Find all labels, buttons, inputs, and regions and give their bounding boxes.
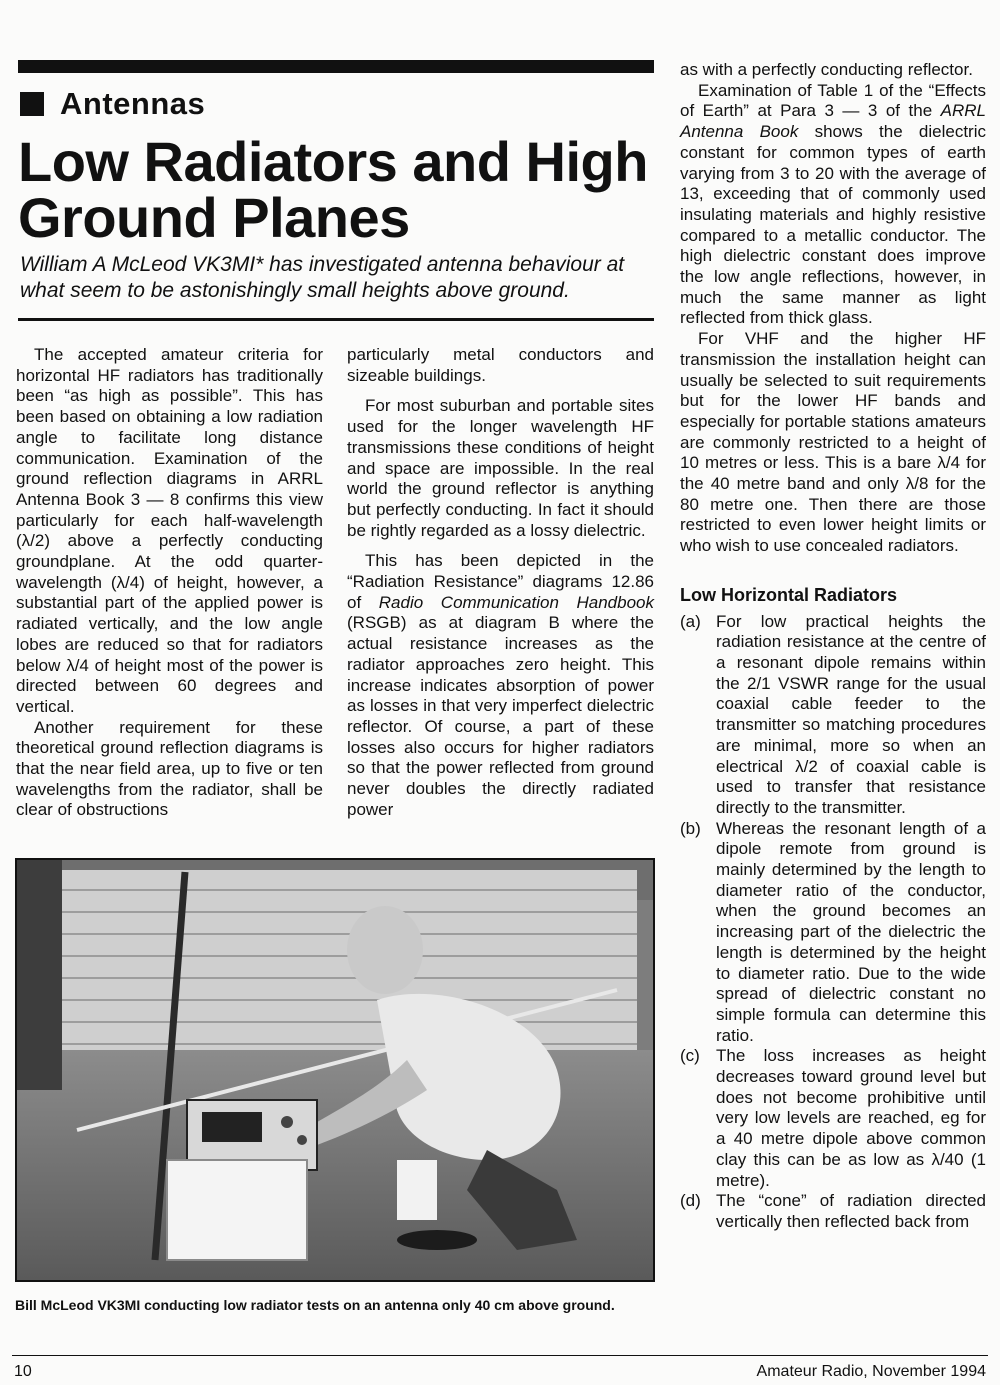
book-title: ARRL Antenna Book <box>680 101 986 142</box>
photo-caption: Bill McLeod VK3MI conducting low radiator tests on an antenna only 40 cm above ground. <box>15 1297 615 1313</box>
column-1 <box>16 345 323 821</box>
paragraph: as with a perfectly conducting reflector. <box>680 60 973 79</box>
section-square-icon <box>20 92 44 116</box>
list-text: The “cone” of radiation directed vertically then reflected back from <box>716 1191 986 1231</box>
list-label: (a) <box>680 611 701 631</box>
paragraph <box>680 81 986 329</box>
book-title: Radio Communication Handbook <box>378 592 654 612</box>
list-label: (c) <box>680 1046 700 1066</box>
paragraph-text: (RSGB) as at diagram B where the actual resistance increases as the radiator approaches zero height. This increase indicates absorption of power as losses in that very imperfect dielectric reflector. Of course, a part of these losses also occurs for higher radiators so that the power reflected from ground never doubles the directly radiated power <box>347 613 654 819</box>
journal-issue: Amateur Radio, November 1994 <box>756 1363 986 1380</box>
subheading: Low Horizontal Radiators <box>680 584 898 605</box>
section-label-text: Antennas <box>60 86 206 121</box>
paragraph: The accepted amateur criteria for horizontal HF radiators has traditionally been “as high as possible”. This has been based on obtaining a low radiation angle to facilitate long distance communication. Examination of the ground reflection diagrams in ARRL Antenna Book 3 — 8 confirms this view particularly for each half-wavelength (λ/2) above a perfectly conducting groundplane. At the odd quarter-wavelength (λ/4) of height, however, a substantial part of the applied power is radiated vertically, and the low angle lobes are reduced so that for radiators below λ/4 of height most of the power is directed between 60 degrees and vertical. <box>16 345 323 716</box>
paragraph <box>347 551 654 820</box>
paragraph: particularly metal conductors and sizeable buildings. <box>347 345 654 385</box>
paragraph-text: shows the dielectric constant for common types of earth varying from 3 to 20 with the average of 13, exceeding that of commonly used insulating materials and highly resistive compared to a metallic conductor. The high dielectric constant does improve the low angle reflections, however, in much the same manner as light reflected from thick glass. <box>680 122 986 328</box>
section-label <box>20 86 205 122</box>
shrub <box>17 860 62 1090</box>
list-label: (b) <box>680 818 701 838</box>
test-equipment <box>167 1100 317 1260</box>
list-label: (d) <box>680 1191 701 1211</box>
list-item <box>680 1046 986 1191</box>
article-title: Low Radiators and High Ground Planes <box>18 130 648 249</box>
article-photo <box>15 858 655 1282</box>
list-text: Whereas the resonant length of a dipole remote from ground is mainly determined by the length to diameter ratio of the conductor, when the ground becomes an increasing part of the dielectric the length is determined by the height to diameter ratio. Due to the wide spread of dielectric constant no simple formula can determine this ratio. <box>716 818 986 1045</box>
paragraph: Another requirement for these theoretical ground reflection diagrams is that the near field area, up to five or ten wavelengths from the radiator, shall be clear of obstructions <box>16 717 323 820</box>
numbered-list <box>680 612 986 1233</box>
column-3 <box>680 60 986 1233</box>
paragraph: For VHF and the higher HF transmission the installation height can usually be selected to suit requirements but for the lower HF bands and especially for portable stations amateurs are commonly restricted to a height of 10 metres or less. This is a bare λ/4 for the 40 metre band and only λ/8 for the 80 metre one. Then there are those restricted to even lower height limits or who wish to use concealed radiators. <box>680 329 986 556</box>
list-text: The loss increases as height decreases toward ground level but does not become prohibitive until very low levels are reached, eg for a 40 metre dipole above common clay this can be as low as λ/40 (1 metre). <box>716 1046 986 1190</box>
top-rule <box>18 60 654 73</box>
header-rule <box>18 318 654 321</box>
list-item <box>680 612 986 819</box>
footer-rule <box>12 1355 988 1356</box>
paragraph: For most suburban and portable sites used for the longer wavelength HF transmissions these conditions of height and space are impossible. In the real world the ground reflector is anything but perfectly conducting. In fact it should be rightly regarded as a lossy dielectric. <box>347 396 654 540</box>
list-item <box>680 1191 986 1232</box>
standfirst: William A McLeod VK3MI* has investigated antenna behaviour at what seem to be astonishingly small heights above ground. <box>20 253 625 302</box>
list-text: For low practical heights the radiation resistance at the centre of a resonant dipole remains within the 2/1 VSWR range for the usual coaxial cable feeder to the transmitter so matching procedures are minimal, more so when an electrical λ/2 of coaxial cable is used to transfer that resistance directly to the transmitter. <box>716 611 986 817</box>
list-item <box>680 819 986 1047</box>
page-number: 10 <box>14 1363 32 1380</box>
paragraph-text: This has been depicted in the “Radiation Resistance” diagrams 12.86 of <box>347 551 654 612</box>
paragraph-text: Examination of Table 1 of the “Effects of Earth” at Para 3 — 3 of the <box>680 80 986 121</box>
house-siding <box>57 870 637 1060</box>
column-2 <box>347 345 654 820</box>
photo-illustration <box>17 860 653 1280</box>
